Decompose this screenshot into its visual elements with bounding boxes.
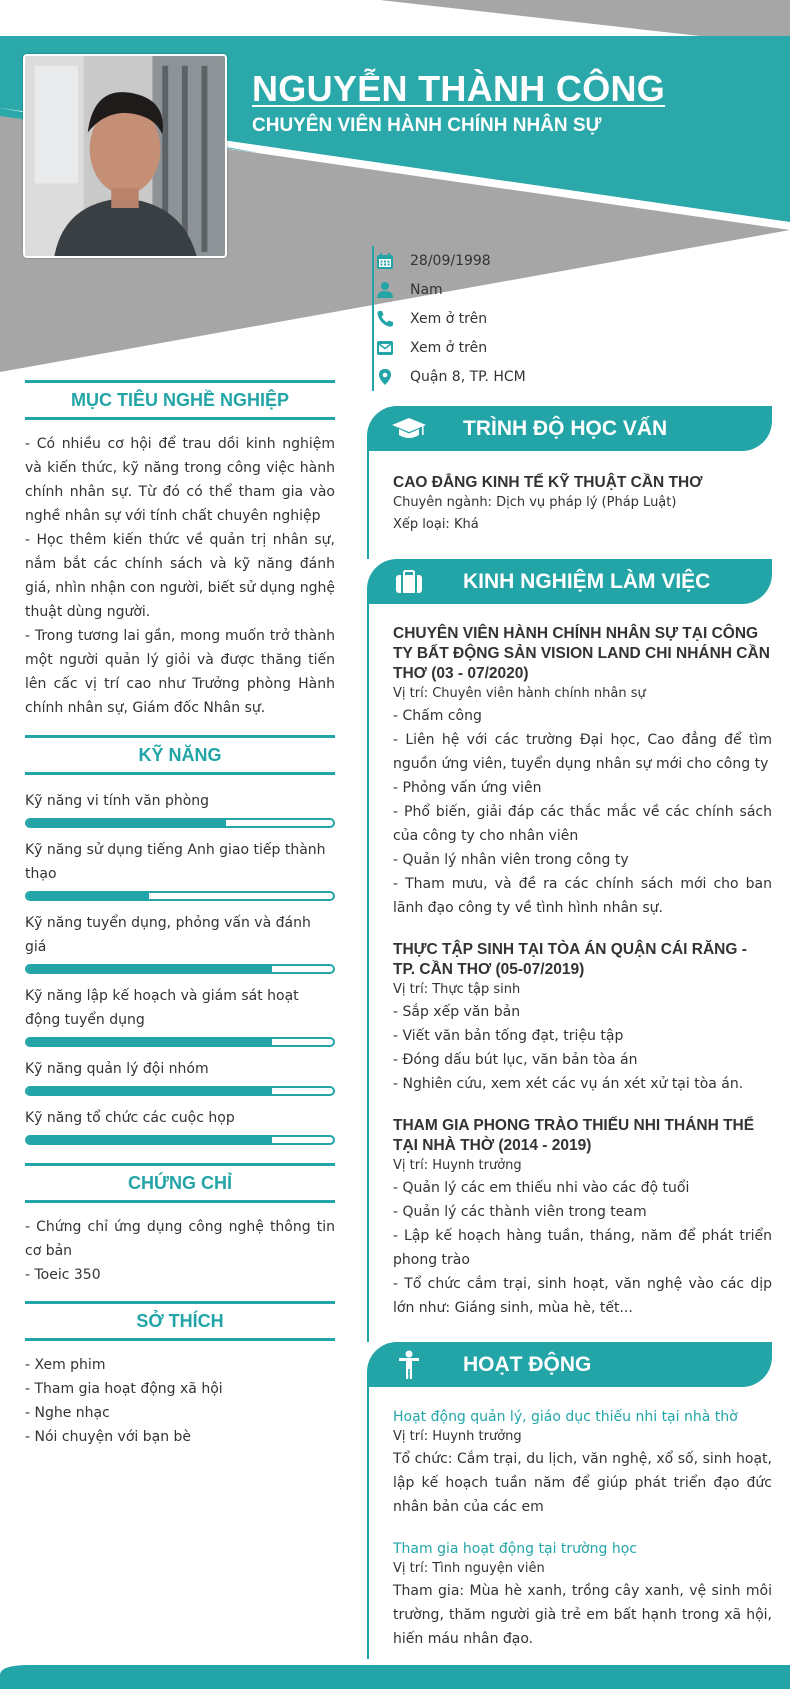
- experience-task: - Tham mưu, và đề ra các chính sách mới cho ban lãnh đạo công ty về tình hình nhân sự.: [393, 876, 772, 916]
- objective-line: - Học thêm kiến thức về quản trị nhân sự, nắm bắt các chính sách và kỹ năng đánh giá, nhìn nhận con người, biết sử dụng nghệ thuật dùng người.: [25, 532, 335, 620]
- education-entries: [367, 451, 772, 559]
- skill-bar: [25, 891, 335, 901]
- hobbies-title: SỞ THÍCH: [25, 1301, 335, 1341]
- experience-task: - Chấm công: [393, 708, 482, 724]
- skill-level: [27, 966, 272, 972]
- activities-title: HOẠT ĐỘNG: [463, 1352, 592, 1376]
- activity-title: Hoạt động quản lý, giáo dục thiếu nhi tại nhà thờ: [393, 1409, 738, 1425]
- contact-address: [394, 362, 612, 391]
- contact-value: Nam: [410, 281, 443, 298]
- experience-task: - Quản lý các em thiếu nhi vào các độ tuổi: [393, 1180, 690, 1196]
- skill-bar: [25, 1037, 335, 1047]
- experience-position: Vị trí: Chuyên viên hành chính nhân sự: [393, 686, 646, 701]
- skill-item: [25, 1057, 335, 1096]
- skill-item: [25, 789, 335, 828]
- experience-task: - Lập kế hoạch hàng tuần, tháng, năm để phát triển phong trào: [393, 1228, 772, 1268]
- user-icon: [376, 281, 394, 299]
- contact-gender: [394, 275, 612, 304]
- contact-birthdate: [394, 246, 612, 275]
- certificate-line: - Chứng chỉ ứng dụng công nghệ thông tin cơ bản: [25, 1219, 335, 1259]
- hobbies-section: [25, 1301, 335, 1449]
- skill-level: [27, 893, 149, 899]
- education-grade: Xếp loại: Khá: [393, 517, 479, 532]
- contact-email: [394, 333, 612, 362]
- skills-title: KỸ NĂNG: [25, 735, 335, 775]
- skill-item: [25, 838, 335, 901]
- experience-title: KINH NGHIỆM LÀM VIỆC: [463, 569, 711, 593]
- experience-task: - Phỏng vấn ứng viên: [393, 780, 542, 796]
- candidate-job-title: CHUYÊN VIÊN HÀNH CHÍNH NHÂN SỰ: [252, 115, 602, 136]
- hobby-line: - Nghe nhạc: [25, 1405, 110, 1421]
- skill-label: Kỹ năng tuyển dụng, phỏng vấn và đánh giá: [25, 915, 311, 955]
- hobby-line: - Xem phim: [25, 1357, 106, 1373]
- contact-value: Xem ở trên: [410, 339, 488, 356]
- activity-position: Vị trí: Huynh trưởng: [393, 1429, 522, 1444]
- activity-description: Tổ chức: Cắm trại, du lịch, văn nghệ, xổ số, sinh hoạt, lập kế hoạch tuần năm để giúp phát triển đạo đức nhân bản của các em: [393, 1451, 772, 1515]
- briefcase-icon: [391, 567, 427, 597]
- skill-bar: [25, 1135, 335, 1145]
- skill-label: Kỹ năng quản lý đội nhóm: [25, 1061, 209, 1077]
- experience-task: - Tổ chức cắm trại, sinh hoạt, văn nghệ vào các dịp lớn như: Giáng sinh, mùa hè, tết...: [393, 1276, 772, 1316]
- experience-title: THAM GIA PHONG TRÀO THIẾU NHI THÁNH THỂ TẠI NHÀ THỜ (2014 - 2019): [393, 1117, 755, 1154]
- contact-value: 28/09/1998: [410, 252, 491, 269]
- hobby-line: - Nói chuyện với bạn bè: [25, 1429, 192, 1445]
- certificates-title: CHỨNG CHỈ: [25, 1163, 335, 1203]
- skills-section: [25, 735, 335, 1145]
- activity-entries: [367, 1387, 772, 1659]
- activity-position: Vị trí: Tình nguyện viên: [393, 1561, 545, 1576]
- skill-level: [27, 1137, 272, 1143]
- skill-label: Kỹ năng vi tính văn phòng: [25, 793, 210, 809]
- contact-phone: [394, 304, 612, 333]
- experience-title: THỰC TẬP SINH TẠI TÒA ÁN QUẬN CÁI RĂNG - TP. CẦN THƠ (05-07/2019): [393, 941, 747, 978]
- activity-item: [393, 1407, 772, 1519]
- contact-info: [372, 246, 612, 391]
- skill-bar: [25, 964, 335, 974]
- experience-position: Vị trí: Thực tập sinh: [393, 982, 521, 997]
- skill-item: [25, 984, 335, 1047]
- hobby-line: - Tham gia hoạt động xã hội: [25, 1381, 223, 1397]
- experience-item: [393, 624, 772, 920]
- contact-value: Xem ở trên: [410, 310, 488, 327]
- right-column: [367, 406, 772, 1659]
- skill-bar: [25, 818, 335, 828]
- skill-bar: [25, 1086, 335, 1096]
- experience-task: - Sắp xếp văn bản: [393, 1004, 521, 1020]
- experience-task: - Viết văn bản tống đạt, triệu tập: [393, 1028, 624, 1044]
- experience-task: - Nghiên cứu, xem xét các vụ án xét xử tại tòa án.: [393, 1076, 744, 1092]
- experience-title: CHUYÊN VIÊN HÀNH CHÍNH NHÂN SỰ TẠI CÔNG TY BẤT ĐỘNG SẢN VISION LAND CHI NHÁNH CẦN THƠ (03 - 07/2020): [393, 625, 770, 682]
- experience-item: [393, 940, 772, 1096]
- experience-task: - Quản lý nhân viên trong công ty: [393, 852, 629, 868]
- experience-task: - Phổ biến, giải đáp các thắc mắc về các chính sách của công ty cho nhân viên: [393, 804, 772, 844]
- activities-header: [367, 1342, 772, 1387]
- education-header: [367, 406, 772, 451]
- contact-value: Quận 8, TP. HCM: [410, 368, 526, 385]
- experience-task: - Đóng dấu bút lục, văn bản tòa án: [393, 1052, 638, 1068]
- activity-description: Tham gia: Mùa hè xanh, trồng cây xanh, vệ sinh môi trường, thăm người già trẻ em bất hạnh trong xã hội, hiến máu nhân đạo.: [393, 1583, 772, 1647]
- experience-task: - Liên hệ với các trường Đại học, Cao đẳng để tìm nguồn ứng viên, tuyển dụng nhân sự mới cho công ty: [393, 732, 772, 772]
- experience-position: Vị trí: Huynh trưởng: [393, 1158, 522, 1173]
- email-icon: [376, 339, 394, 357]
- school-name: CAO ĐẲNG KINH TẾ KỸ THUẬT CẦN THƠ: [393, 474, 703, 491]
- objective-line: - Có nhiều cơ hội để trau dồi kinh nghiệm và kiến thức, kỹ năng trong công việc hành chính nhân sự. Từ đó có thể tham gia vào nghề nhân sự với tính chất chuyên nghiệp: [25, 436, 335, 524]
- skill-list: [25, 789, 335, 1145]
- candidate-name: NGUYỄN THÀNH CÔNG: [252, 68, 666, 109]
- location-icon: [376, 368, 394, 386]
- skill-label: Kỹ năng tổ chức các cuộc họp: [25, 1110, 235, 1126]
- calendar-icon: [376, 252, 394, 270]
- experience-entries: [367, 604, 772, 1342]
- skill-level: [27, 820, 226, 826]
- certificate-line: - Toeic 350: [25, 1267, 101, 1283]
- education-major: Chuyên ngành: Dịch vụ pháp lý (Pháp Luật): [393, 495, 677, 510]
- experience-item: [393, 1116, 772, 1320]
- activity-item: [393, 1539, 772, 1651]
- profile-photo: [23, 54, 227, 258]
- certificates-section: [25, 1163, 335, 1287]
- graduation-cap-icon: [391, 414, 427, 444]
- education-title: TRÌNH ĐỘ HỌC VẤN: [463, 416, 668, 440]
- skill-label: Kỹ năng sử dụng tiếng Anh giao tiếp thành thạo: [25, 842, 326, 882]
- left-column: [25, 380, 335, 1449]
- person-icon: [391, 1350, 427, 1380]
- experience-header: [367, 559, 772, 604]
- skill-level: [27, 1088, 272, 1094]
- skill-item: [25, 1106, 335, 1145]
- skill-level: [27, 1039, 272, 1045]
- phone-icon: [376, 310, 394, 328]
- objective-line: - Trong tương lai gần, mong muốn trở thành một người quản lý giỏi và được thăng tiến lên cấc vị trí cao như Trưởng phòng Hành chính nhân sự, Giám đốc Nhân sự.: [25, 628, 335, 716]
- activity-title: Tham gia hoạt động tại trường học: [393, 1541, 637, 1557]
- skill-label: Kỹ năng lập kế hoạch và giám sát hoạt động tuyển dụng: [25, 988, 299, 1028]
- objective-title: MỤC TIÊU NGHỀ NGHIỆP: [25, 380, 335, 420]
- experience-task: - Quản lý các thành viên trong team: [393, 1204, 647, 1220]
- skill-item: [25, 911, 335, 974]
